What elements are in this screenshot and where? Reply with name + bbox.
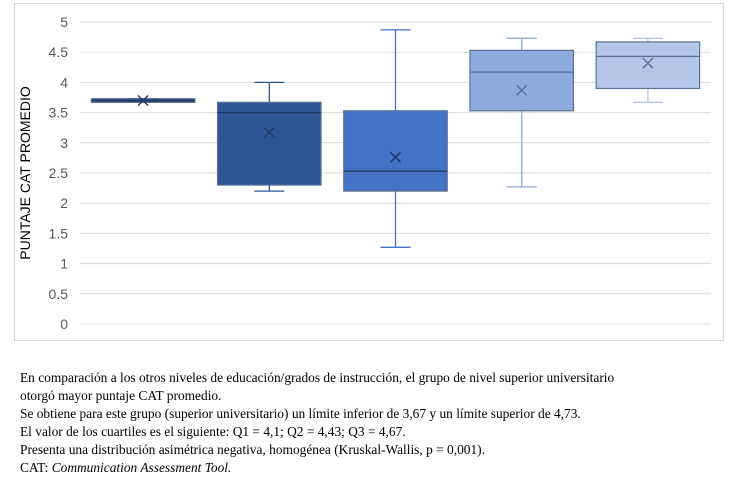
y-tick-label: 3.5 — [48, 104, 68, 121]
y-axis-ticks — [49, 14, 69, 332]
y-tick-label: 1.5 — [48, 225, 68, 242]
y-tick-label: 0 — [60, 316, 68, 332]
box-group — [91, 96, 194, 106]
y-tick-label: 2.5 — [48, 165, 68, 181]
figure-notes — [20, 369, 720, 477]
box — [470, 50, 573, 110]
boxes — [91, 30, 699, 247]
note-line-5: Presenta una distribución asimétrica negativa, homogénea (Kruskal-Wallis, p = 0,001). — [20, 442, 485, 457]
note-line-4: El valor de los cuartiles es el siguiente: Q1 = 4,1; Q2 = 4,43; Q3 = 4,67. — [20, 424, 406, 439]
box — [344, 111, 447, 191]
box-group — [596, 38, 699, 102]
note-line-6-prefix: CAT: — [20, 460, 52, 475]
y-tick-label: 2 — [60, 195, 68, 212]
y-tick-label: 3 — [60, 134, 68, 151]
y-tick-label: 1 — [60, 255, 68, 272]
box — [596, 42, 699, 89]
y-tick-label: 0.5 — [48, 285, 68, 302]
y-tick-label: 4 — [60, 74, 68, 91]
note-line-6-italic: Communication Assessment Tool. — [51, 460, 232, 475]
box-group — [218, 82, 321, 191]
box — [218, 102, 321, 185]
y-tick-label: 5 — [60, 14, 68, 30]
box-group — [344, 30, 447, 247]
note-line-1: En comparación a los otros niveles de educación/grados de instrucción, el grupo de nivel superior universitario — [20, 370, 615, 385]
note-line-3: Se obtiene para este grupo (superior universitario) un límite inferior de 3,67 y un límite superior de 4,73. — [20, 406, 581, 421]
y-tick-label: 4.5 — [48, 44, 68, 61]
note-line-2: otorgó mayor puntaje CAT promedio. — [20, 388, 222, 403]
y-axis-title: PUNTAJE CAT PROMEDIO — [17, 86, 33, 260]
note-line-6 — [20, 459, 720, 477]
